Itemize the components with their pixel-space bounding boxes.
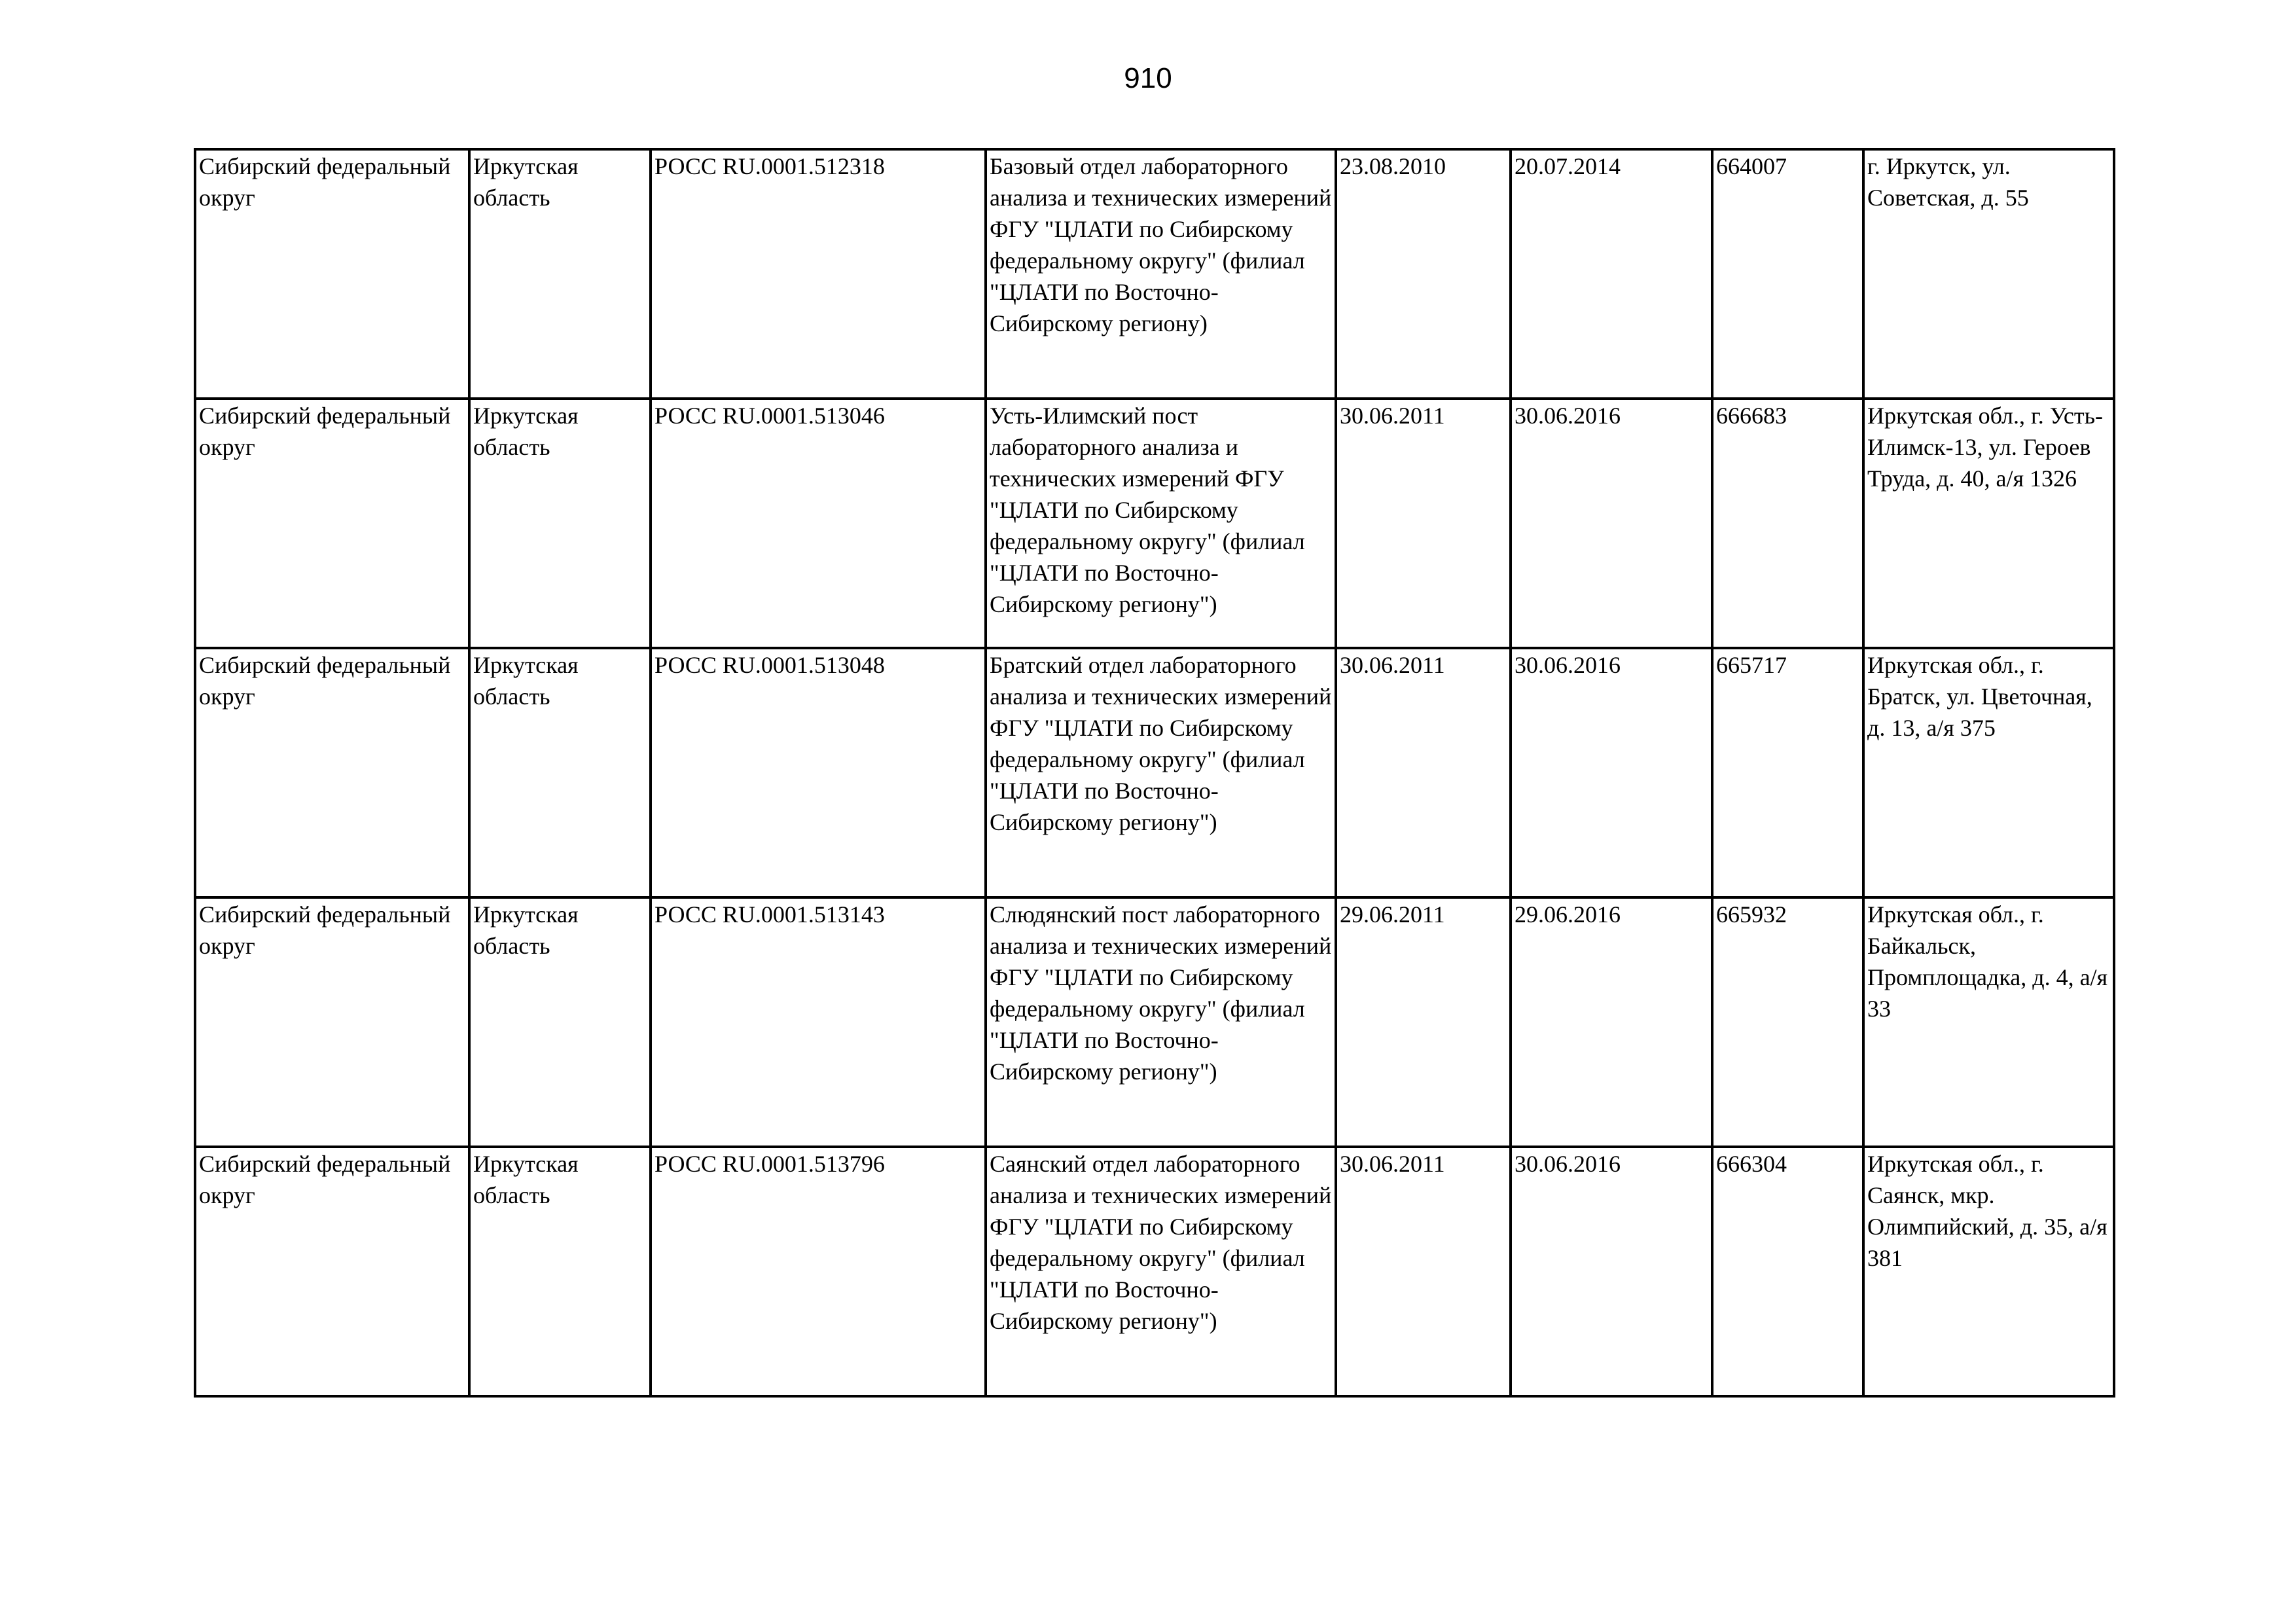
district-cell: Сибирский федеральный округ: [195, 149, 469, 399]
certificate-cell: РОСС RU.0001.513046: [651, 399, 986, 648]
table-row: [195, 149, 2114, 399]
address-cell: Иркутская обл., г. Байкальск, Промплощадка, д. 4, а/я 33: [1863, 897, 2114, 1147]
table-row: [195, 897, 2114, 1147]
registry-table: [194, 148, 2115, 1398]
date-from-cell: 30.06.2011: [1336, 1147, 1511, 1396]
certificate-cell: РОСС RU.0001.513796: [651, 1147, 986, 1396]
table-row: [195, 648, 2114, 897]
postcode-cell: 665717: [1712, 648, 1863, 897]
district-cell: Сибирский федеральный округ: [195, 897, 469, 1147]
organization-cell: Братский отдел лабораторного анализа и технических измерений ФГУ "ЦЛАТИ по Сибирскому федеральному округу" (филиал "ЦЛАТИ по Восточно-Сибирскому региону"): [986, 648, 1336, 897]
date-to-cell: 30.06.2016: [1511, 1147, 1712, 1396]
organization-cell: Базовый отдел лабораторного анализа и технических измерений ФГУ "ЦЛАТИ по Сибирскому федеральному округу" (филиал "ЦЛАТИ по Восточно-Сибирскому региону): [986, 149, 1336, 399]
date-from-cell: 30.06.2011: [1336, 648, 1511, 897]
postcode-cell: 665932: [1712, 897, 1863, 1147]
organization-cell: Слюдянский пост лабораторного анализа и технических измерений ФГУ "ЦЛАТИ по Сибирскому федеральному округу" (филиал "ЦЛАТИ по Восточно-Сибирскому региону"): [986, 897, 1336, 1147]
date-to-cell: 20.07.2014: [1511, 149, 1712, 399]
date-from-cell: 29.06.2011: [1336, 897, 1511, 1147]
organization-cell: Саянский отдел лабораторного анализа и технических измерений ФГУ "ЦЛАТИ по Сибирскому федеральному округу" (филиал "ЦЛАТИ по Восточно-Сибирскому региону"): [986, 1147, 1336, 1396]
district-cell: Сибирский федеральный округ: [195, 399, 469, 648]
date-to-cell: 29.06.2016: [1511, 897, 1712, 1147]
address-cell: Иркутская обл., г. Усть-Илимск-13, ул. Героев Труда, д. 40, а/я 1326: [1863, 399, 2114, 648]
certificate-cell: РОСС RU.0001.513048: [651, 648, 986, 897]
district-cell: Сибирский федеральный округ: [195, 648, 469, 897]
region-cell: Иркутская область: [469, 897, 651, 1147]
postcode-cell: 666304: [1712, 1147, 1863, 1396]
table-row: [195, 1147, 2114, 1396]
region-cell: Иркутская область: [469, 399, 651, 648]
date-from-cell: 23.08.2010: [1336, 149, 1511, 399]
date-to-cell: 30.06.2016: [1511, 648, 1712, 897]
region-cell: Иркутская область: [469, 648, 651, 897]
table-row: [195, 399, 2114, 648]
address-cell: Иркутская обл., г. Братск, ул. Цветочная, д. 13, а/я 375: [1863, 648, 2114, 897]
organization-cell: Усть-Илимский пост лабораторного анализа и технических измерений ФГУ "ЦЛАТИ по Сибирскому федеральному округу" (филиал "ЦЛАТИ по Восточно-Сибирскому региону"): [986, 399, 1336, 648]
certificate-cell: РОСС RU.0001.512318: [651, 149, 986, 399]
postcode-cell: 666683: [1712, 399, 1863, 648]
address-cell: Иркутская обл., г. Саянск, мкр. Олимпийский, д. 35, а/я 381: [1863, 1147, 2114, 1396]
date-to-cell: 30.06.2016: [1511, 399, 1712, 648]
address-cell: г. Иркутск, ул. Советская, д. 55: [1863, 149, 2114, 399]
district-cell: Сибирский федеральный округ: [195, 1147, 469, 1396]
postcode-cell: 664007: [1712, 149, 1863, 399]
date-from-cell: 30.06.2011: [1336, 399, 1511, 648]
region-cell: Иркутская область: [469, 1147, 651, 1396]
region-cell: Иркутская область: [469, 149, 651, 399]
certificate-cell: РОСС RU.0001.513143: [651, 897, 986, 1147]
page-number: 910: [1124, 62, 1172, 94]
